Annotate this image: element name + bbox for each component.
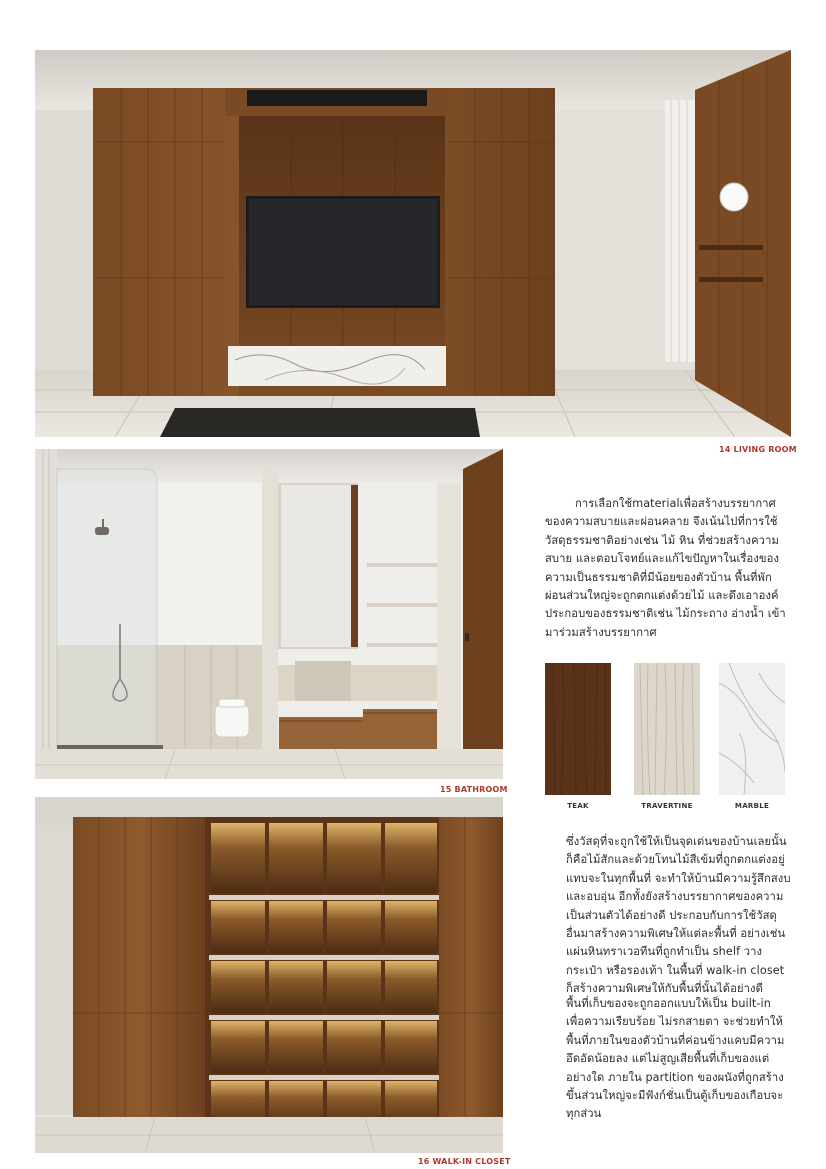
teak-swatch: [545, 663, 611, 795]
travertine-swatch: [634, 663, 700, 795]
paragraph-materials: การเลือกใช้materialเพื่อสร้างบรรยากาศของความสบายและผ่อนคลาย จึงเน้นไปที่การใช้วัสดุธรรมชาติอย่างเช่น ไม้ หิน ที่ช่วยสร้างความสบาย และตอบโจทย์และแก้ไขปัญหาในเรื่องของความเป็นธรรมชาติที่มีน้อยของตัวบ้าน พื้นที่พักผ่อนส่วนใหญ่จะถูกตกแต่งด้วยไม้ และดึงเอาองค์ประกอบของธรรมชาติเช่น ไม้กระถาง อ่างน้ำ เข้ามาร่วมสร้างบรรยากาศ: [545, 497, 786, 639]
marble-swatch: [719, 663, 785, 795]
walkin-closet-render: [35, 797, 503, 1153]
paragraph-teak: ซึ่งวัสดุที่จะถูกใช้ให้เป็นจุดเด่นของบ้านเลยนั้นก็คือไม้สักและด้วยโทนไม้สีเข้มที่ถูกตกแต่งอยู่แทบจะในทุกพื้นที่ จะทำให้บ้านมีความรู้สึกสงบ และอบอุ่น อีกทั้งยังสร้างบรรยากาศของความเป็นส่วนตัวได้อย่างดี ประกอบกับการใช้วัสดุอื่นมาสร้างความพิเศษให้แต่ละพื้นที่ อย่างเช่น แผ่นหินทราเวอทีนที่ถูกทำเป็น shelf วางกระเป๋า หรือรองเท้า ในพื้นที่ walk-in closet ก็สร้างความพิเศษให้กับพื้นที่นั้นได้อย่างดี: [566, 835, 791, 996]
marble-label: MARBLE: [734, 802, 770, 810]
walkin-closet-illustration: [35, 797, 503, 1153]
materials-paragraph: [566, 833, 791, 999]
living-room-render: [35, 50, 791, 437]
travertine-label: TRAVERTINE: [641, 802, 693, 810]
walkin-closet-caption: 16 WALK-IN CLOSET: [418, 1157, 511, 1166]
living-room-illustration: [35, 50, 791, 437]
living-room-caption: 14 LIVING ROOM: [719, 445, 797, 454]
teak-grain: [545, 663, 611, 795]
teak-label: TEAK: [567, 802, 589, 810]
travertine-texture: [634, 663, 700, 795]
storage-paragraph: [566, 995, 791, 1124]
marble-veins: [719, 663, 785, 795]
bathroom-illustration: [35, 449, 503, 779]
intro-paragraph: [545, 495, 793, 642]
paragraph-storage: พื้นที่เก็บของจะถูกออกแบบให้เป็น built-in เพื่อความเรียบร้อย ไม่รกสายตา จะช่วยทำให้พื้นที่ภายในของตัวบ้านที่ค่อนข้างแคบมีความอึดอัดน้อยลง แต่ไม่สูญเสียพื้นที่เก็บของแต่อย่างใด ภายใน partition ของผนังที่ถูกสร้างขึ้นส่วนใหญ่จะมีฟังก์ชั่นเป็นตู้เก็บของเกือบจะทุกส่วน: [566, 997, 785, 1121]
bathroom-render: [35, 449, 503, 779]
bathroom-caption: 15 BATHROOM: [440, 785, 508, 794]
